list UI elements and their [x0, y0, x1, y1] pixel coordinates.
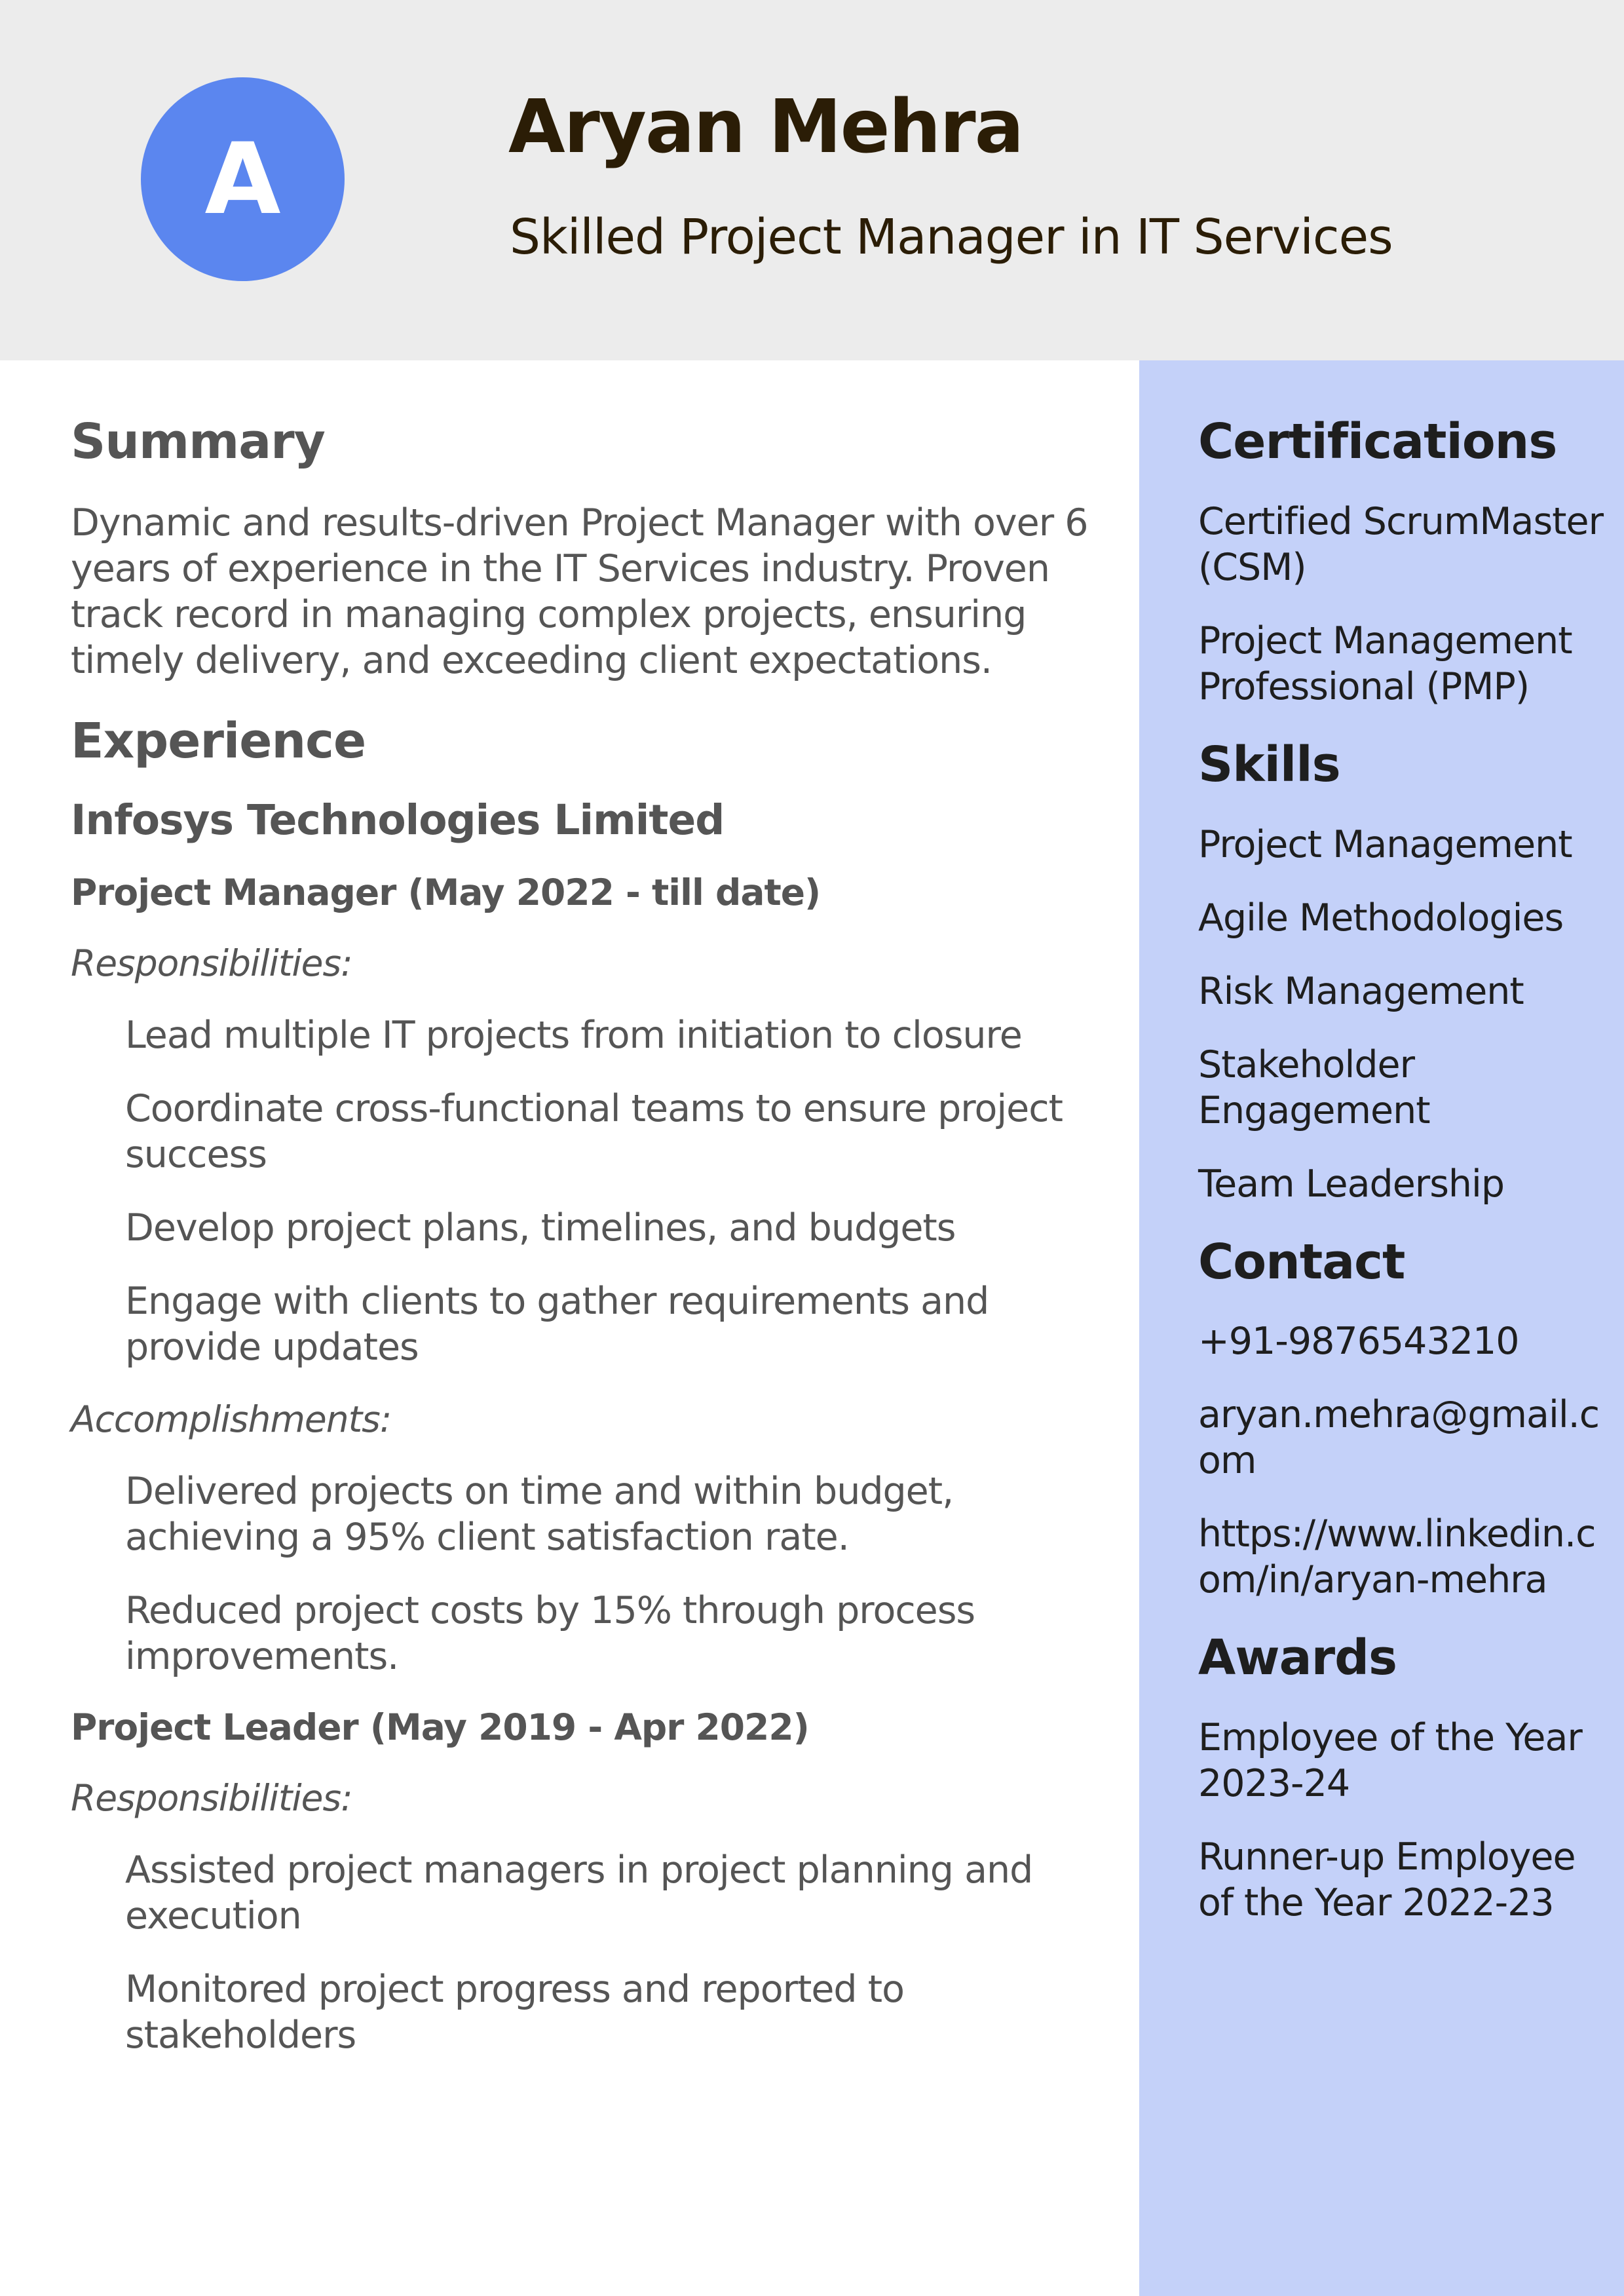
skill-item: Stakeholder Engagement [1198, 1043, 1430, 1132]
experience-heading: Experience [71, 712, 366, 769]
avatar-initial: A [204, 122, 281, 237]
list-item: Engage with clients to gather requirements and provide updates [125, 1280, 989, 1369]
responsibilities-list [71, 1012, 1093, 1370]
contact-heading: Contact [1198, 1233, 1405, 1290]
list-item: Delivered projects on time and within budget, achieving a 95% client satisfaction rate. [125, 1470, 954, 1559]
certifications-heading: Certifications [1198, 413, 1557, 470]
skills-heading: Skills [1198, 736, 1340, 793]
skill-item: Risk Management [1198, 969, 1524, 1013]
list-item: Develop project plans, timelines, and budgets [125, 1206, 956, 1250]
certifications-section [1198, 413, 1604, 710]
responsibilities-label: Responsibilities: [71, 1777, 352, 1820]
accomplishments-label: Accomplishments: [71, 1398, 392, 1441]
contact-section [1198, 1233, 1604, 1603]
accomplishments-list [71, 1468, 1093, 1679]
responsibilities-label: Responsibilities: [71, 942, 352, 985]
award-item: Employee of the Year 2023-24 [1198, 1716, 1582, 1806]
summary-heading: Summary [71, 413, 325, 470]
certification-item: Certified ScrumMaster (CSM) [1198, 499, 1604, 589]
role-title: Project Leader (May 2019 - Apr 2022) [71, 1706, 809, 1749]
list-item: Lead multiple IT projects from initiation to closure [125, 1014, 1022, 1058]
candidate-name: Aryan Mehra [508, 85, 1023, 170]
awards-section [1198, 1629, 1604, 1926]
contact-linkedin-link[interactable]: https://www.linkedin.com/in/aryan-mehra [1198, 1512, 1596, 1602]
certification-item: Project Management Professional (PMP) [1198, 619, 1572, 708]
sidebar [1139, 360, 1624, 2296]
award-item: Runner-up Employee of the Year 2022-23 [1198, 1835, 1576, 1925]
main-column [71, 413, 1093, 2058]
awards-heading: Awards [1198, 1630, 1397, 1687]
resume-header [0, 0, 1624, 360]
candidate-tagline: Skilled Project Manager in IT Services [510, 209, 1393, 265]
skill-item: Project Management [1198, 822, 1572, 866]
role-title: Project Manager (May 2022 - till date) [71, 871, 821, 914]
summary-text: Dynamic and results-driven Project Manager with over 6 years of experience in the IT Services industry. Proven track record in managing complex projects, ensuring timely delivery, and exceeding client expectations. [71, 501, 1088, 682]
skill-item: Agile Methodologies [1198, 896, 1564, 940]
contact-email[interactable]: aryan.mehra@gmail.com [1198, 1393, 1600, 1483]
list-item: Assisted project managers in project planning and execution [125, 1848, 1033, 1938]
contact-phone[interactable]: +91-9876543210 [1198, 1320, 1519, 1364]
company-name: Infosys Technologies Limited [71, 795, 725, 844]
list-item: Coordinate cross-functional teams to ensure project success [125, 1087, 1063, 1177]
skills-section [1198, 736, 1604, 1207]
list-item: Monitored project progress and reported to stakeholders [125, 1968, 904, 2057]
responsibilities-list [71, 1847, 1093, 2058]
avatar [141, 77, 345, 281]
list-item: Reduced project costs by 15% through process improvements. [125, 1589, 975, 1679]
skill-item: Team Leadership [1198, 1162, 1505, 1206]
